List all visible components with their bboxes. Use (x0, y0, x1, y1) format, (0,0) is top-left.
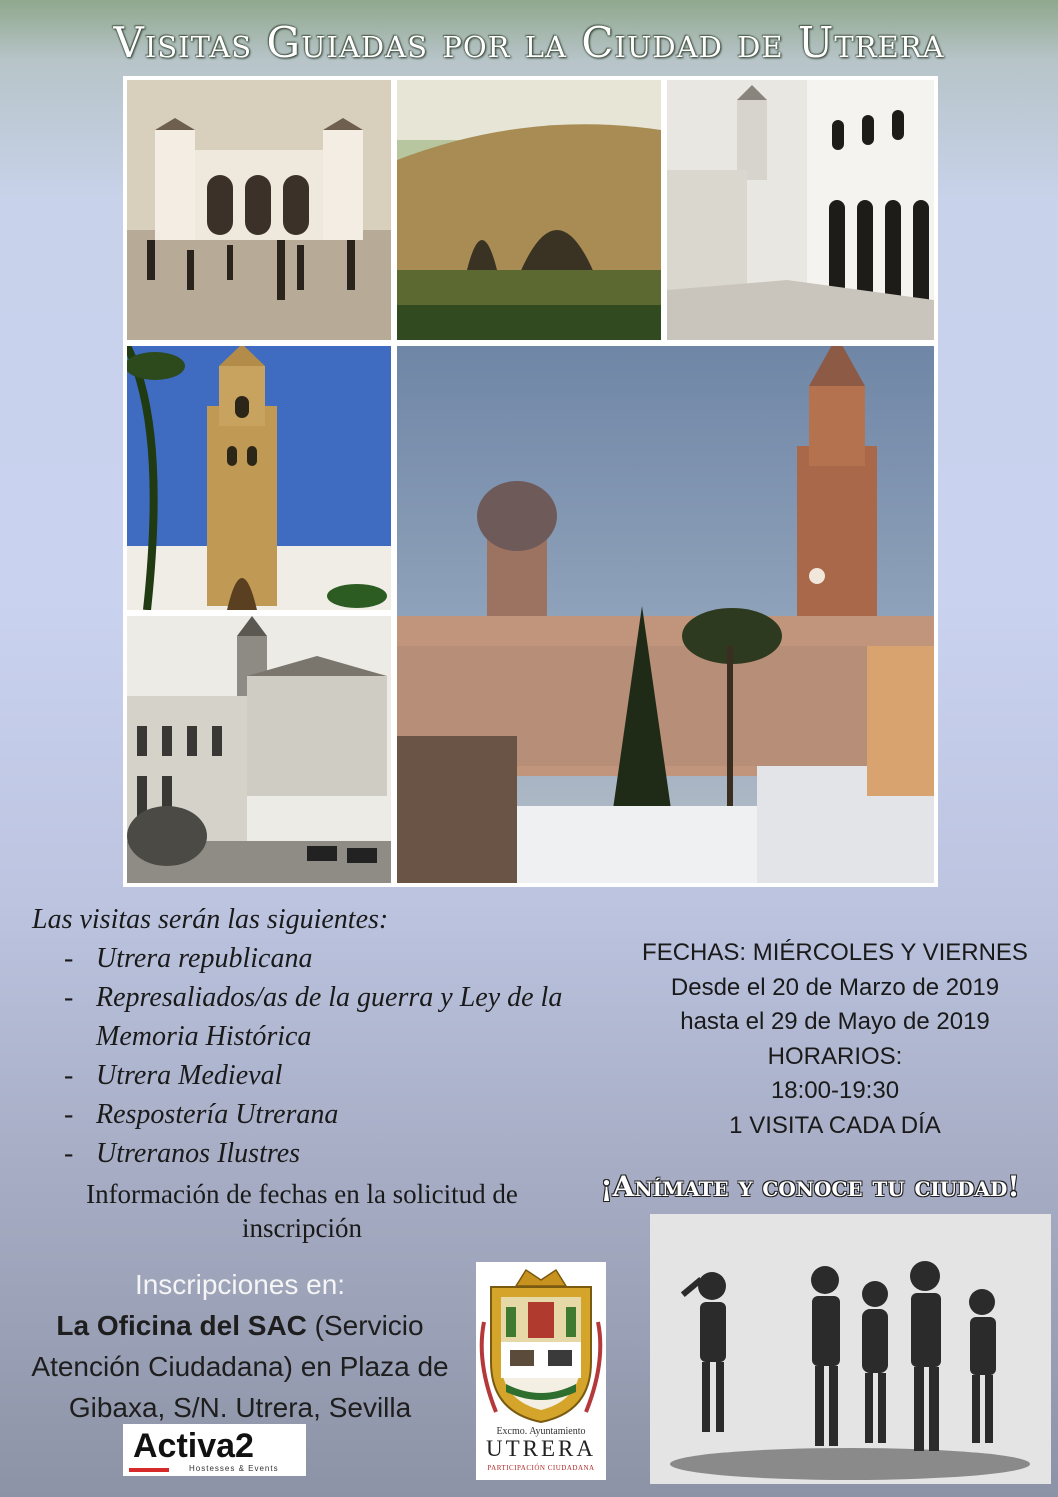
registration-address (10, 1305, 470, 1428)
schedule-frequency: 1 VISITA CADA DÍA (729, 1111, 941, 1139)
stone-bridge-photo (397, 80, 661, 340)
schedule-end-date: hasta el 29 de Mayo de 2019 (680, 1008, 990, 1035)
crest-caption-city: UTRERA (486, 1436, 596, 1461)
registration-info (10, 1264, 470, 1428)
crest-caption-participation: PARTICIPACIÓN CIUDADANA (487, 1464, 595, 1472)
office-name: La Oficina del SAC (56, 1310, 307, 1341)
old-plaza-photo (127, 616, 391, 883)
list-item: - Utrera republicana (32, 939, 592, 978)
visits-list-section (32, 900, 592, 1173)
schedule-hours: 18:00-19:30 (770, 1077, 900, 1104)
activa2-brand: Activa2 (133, 1427, 254, 1465)
children-silhouettes-icon (650, 1214, 1051, 1484)
poster-title: Visitas Guiadas por la Ciudad de Utrera (113, 18, 945, 67)
list-item: - Utreranos Ilustres (32, 1134, 592, 1173)
registration-label: Inscripciones en: (134, 1269, 346, 1300)
list-item: - Represaliados/as de la guerra y Ley de la Memoria Histórica (32, 978, 592, 1056)
city-skyline-dusk-photo (397, 346, 934, 883)
schedule-start-date: Desde el 20 de Marzo de 2019 (670, 973, 1000, 1001)
list-item: - Respostería Utrerana (32, 1095, 592, 1134)
activa2-red-bar (129, 1468, 169, 1472)
schedule-block (620, 936, 1050, 1143)
market-building-photo (127, 80, 391, 340)
children-illustration (650, 1214, 1051, 1484)
crest-caption-council: Excmo. Ayuntamiento (496, 1426, 586, 1437)
schedule-days: FECHAS: MIÉRCOLES Y VIERNES (642, 939, 1028, 966)
photo-collage (123, 76, 938, 887)
dates-info-note: Información de fechas en la solicitud de inscripción (86, 1179, 518, 1243)
coat-of-arms-icon (476, 1262, 606, 1426)
schedule-hours-label: HORARIOS: (767, 1042, 903, 1070)
slogan: ¡Anímate y conoce tu ciudad! (600, 1170, 1020, 1203)
office-details: (Servicio Atención Ciudadana) en Plaza de Gibaxa, S/N. Utrera, Sevilla (31, 1310, 449, 1423)
visits-heading: Las visitas serán las siguientes: (32, 904, 389, 935)
activa2-logo (123, 1424, 306, 1476)
activa2-tagline: Hostesses & Events (189, 1464, 279, 1473)
visits-list (32, 939, 592, 1173)
list-item: - Utrera Medieval (32, 1056, 592, 1095)
street-arches-photo (667, 80, 934, 340)
utrera-crest-logo (476, 1262, 606, 1480)
church-tower-photo (127, 346, 391, 610)
